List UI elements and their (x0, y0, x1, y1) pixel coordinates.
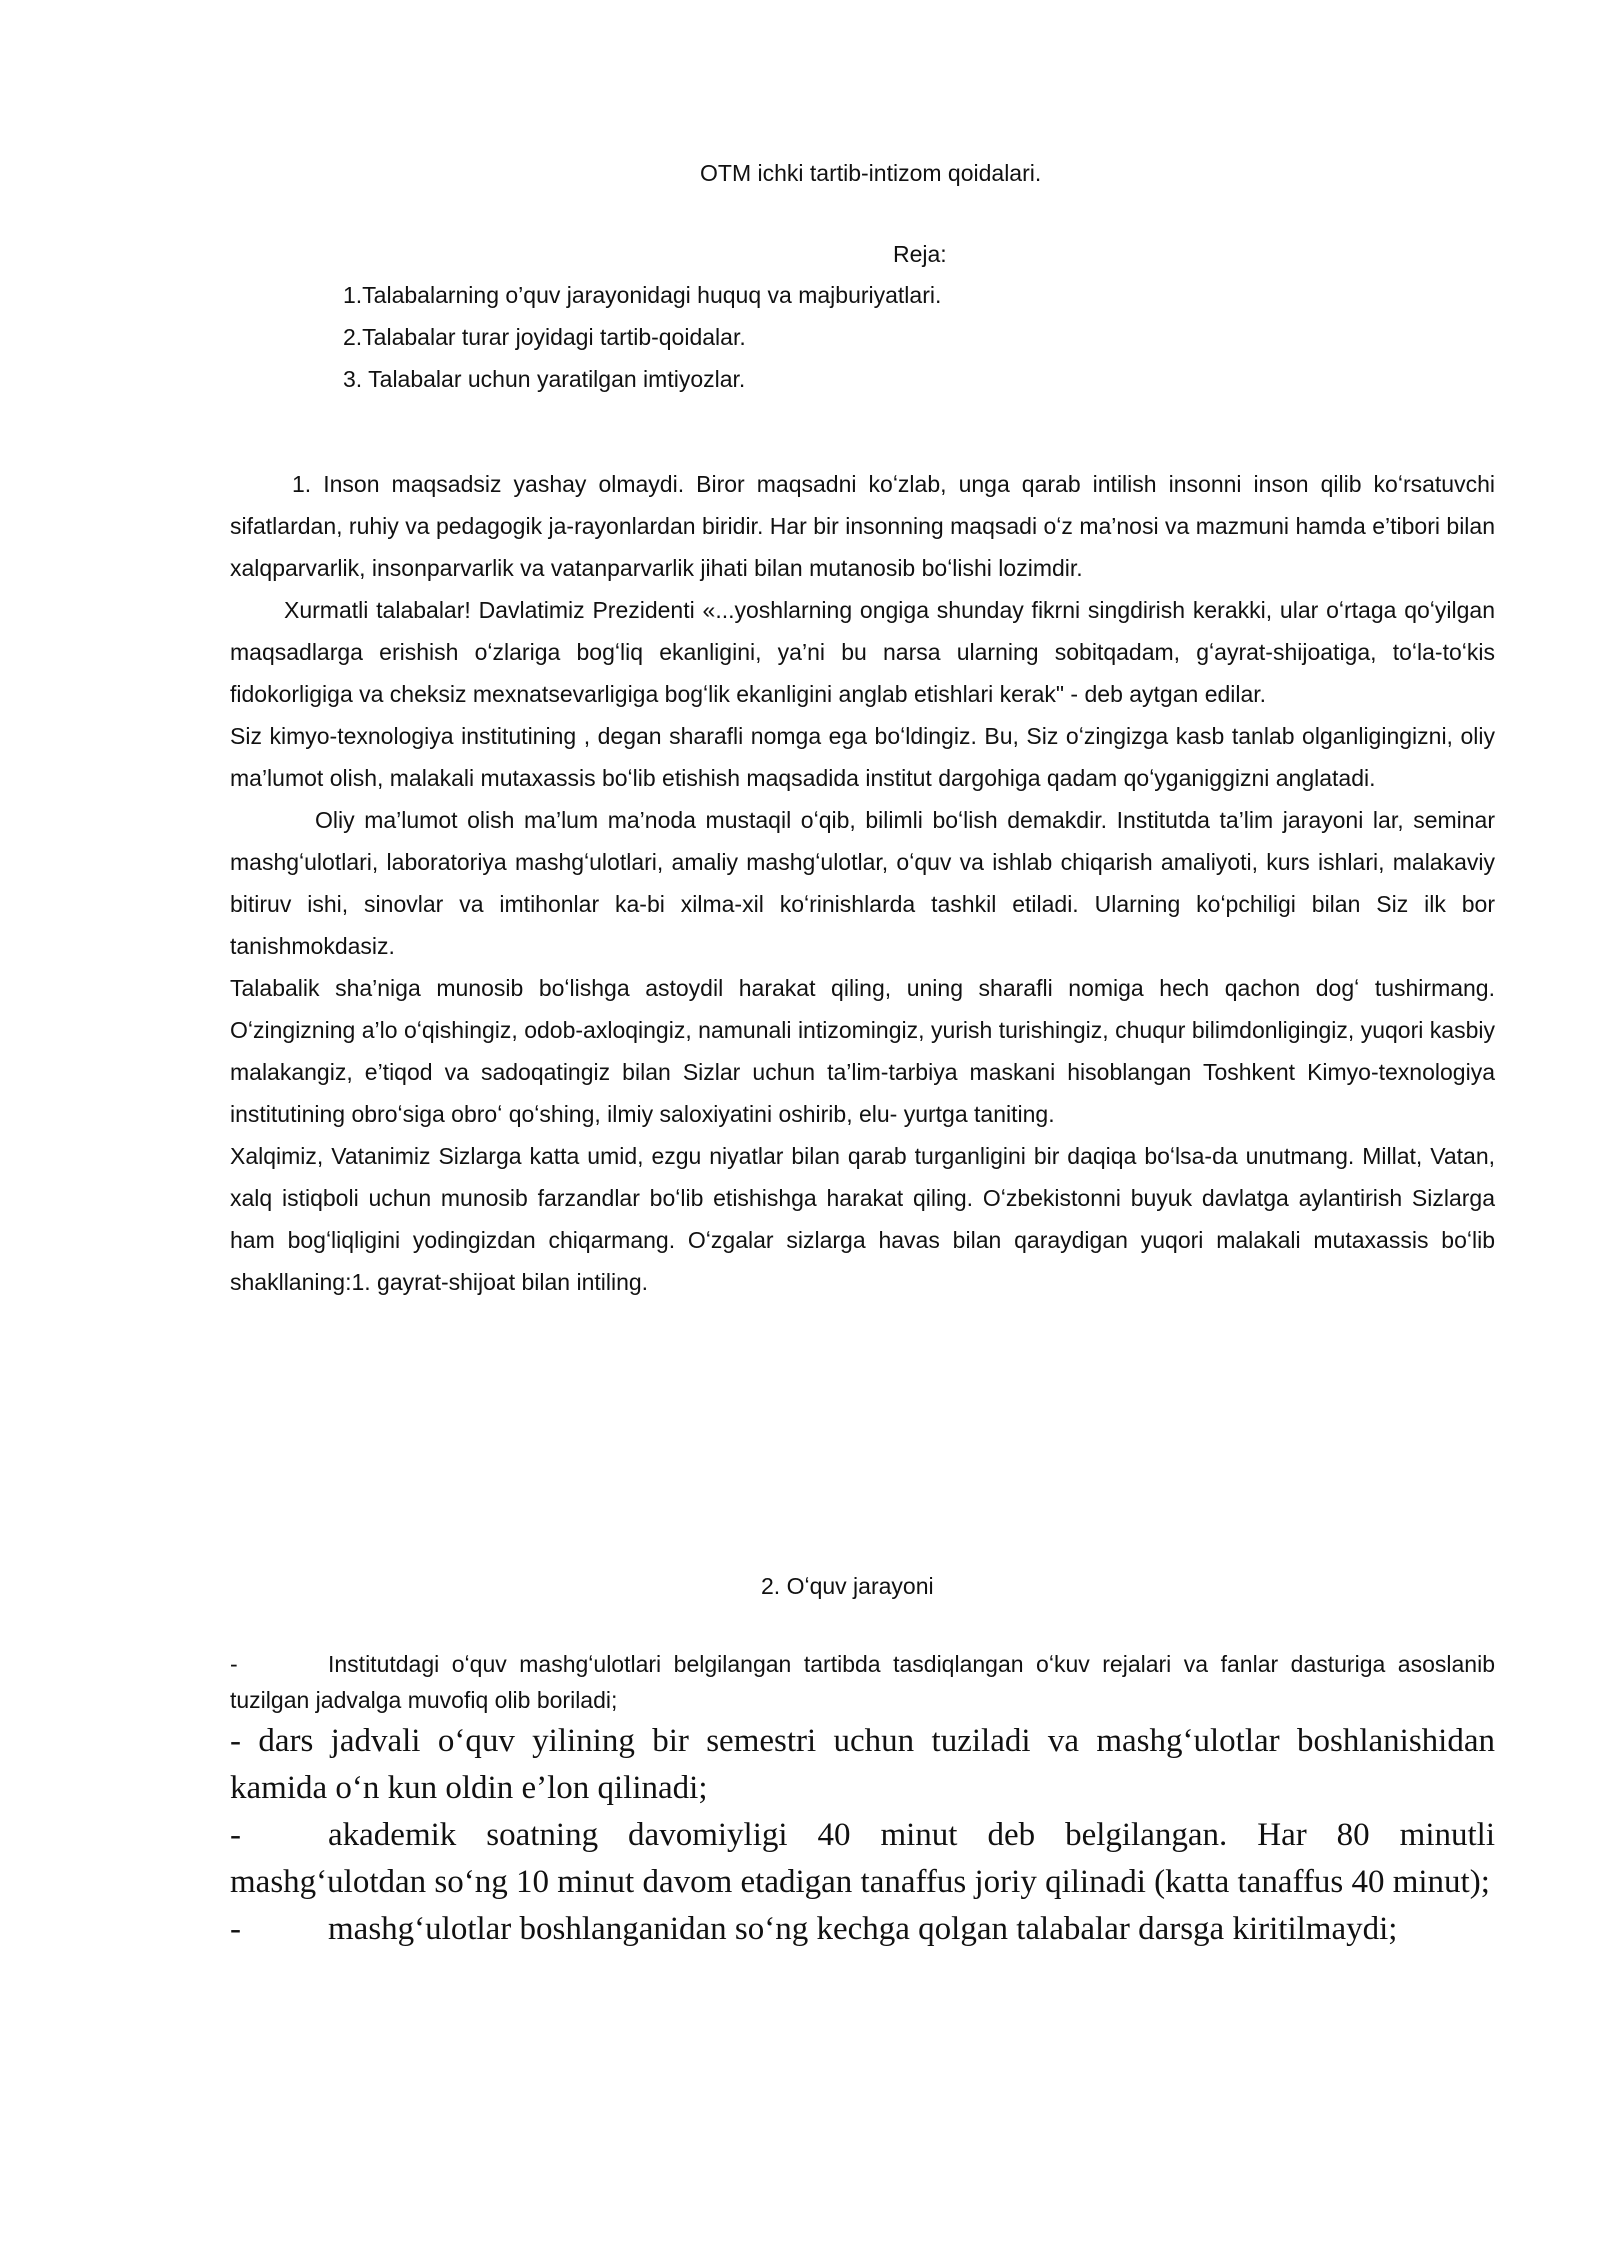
section2-heading: 2. Oʻquv jarayoni (761, 1573, 934, 1599)
plan-list (343, 274, 941, 400)
list-item (230, 1646, 1495, 1718)
list-item (230, 1718, 1495, 1812)
paragraph: Siz kimyo-texnologiya institutining , degan sharafli nomga ega boʻldingiz. Bu, Siz oʻzingizga kasb tanlab olganligingizni, oliy ma’lumot olish, malakali mutaxassis boʻlib etishish maqsadida institut dargohiga qadam qoʻyganiggizni anglatadi. (230, 723, 1495, 791)
list-item-text: - dars jadvali oʻquv yilining bir semestri uchun tuziladi va mashgʻulotlar boshlanishidan kamida oʻn kun oldin e’lon qilinadi; (230, 1723, 1495, 1806)
document-title: OTM ichki tartib-intizom qoidalari. (700, 160, 1042, 186)
list-item-text: mashgʻulotlar boshlanganidan soʻng kechga qolgan talabalar darsga kiritilmaydi; (328, 1911, 1398, 1947)
plan-item: 2.Talabalar turar joyidagi tartib-qoidalar. (343, 324, 746, 350)
list-item (230, 1906, 1495, 1953)
list-dash: - (230, 1651, 238, 1677)
list-item (230, 1812, 1495, 1906)
section2-body (230, 1646, 1495, 1953)
paragraph: Xalqimiz, Vatanimiz Sizlarga katta umid, ezgu niyatlar bilan qarab turganligini bir daqiqa boʻlsa-da unutmang. Millat, Vatan, xalq istiqboli uchun munosib farzandlar boʻlib etishishga harakat qiling. Oʻzbekistonni buyuk davlatga aylantirish Sizlarga ham bogʻliqligini yodingizdan chiqarmang. Oʻzgalar sizlarga havas bilan qaraydigan yuqori malakali mutaxassis boʻlib shakllaning:1. gayrat-shijoat bilan intiling. (230, 1143, 1495, 1295)
paragraph: Talabalik sha’niga munosib boʻlishga astoydil harakat qiling, uning sharafli nomiga hech qachon dogʻ tushirmang. Oʻzingizning a’lo oʻqishingiz, odob-axloqingiz, namunali intizomingiz, yurish turishingiz, chuqur bilimdonligingiz, yuqori kasbiy malakangiz, e’tiqod va sadoqatingiz bilan Sizlar uchun ta’lim-tarbiya maskani hisoblangan Toshkent Kimyo-texnologiya institutining obroʻsiga obroʻ qoʻshing, ilmiy saloxiyatini oshirib, elu- yurtga taniting. (230, 975, 1495, 1127)
list-item-text: akademik soatning davomiyligi 40 minut deb belgilangan. Har 80 minutli mashgʻulotdan soʻng 10 minut davom etadigan tanaffus joriy qilinadi (katta tanaffus 40 minut); (230, 1817, 1495, 1900)
section1-body (230, 463, 1495, 1303)
list-dash: - (230, 1817, 241, 1853)
paragraph: Oliy ma’lumot olish ma’lum ma’noda mustaqil oʻqib, bilimli boʻlish demakdir. Institutda ta’lim jarayoni lar, seminar mashgʻulotlari, laboratoriya mashgʻulotlari, amaliy mashgʻulotlar, oʻquv va ishlab chiqarish amaliyoti, kurs ishlari, malakaviy bitiruv ishi, sinovlar va imtihonlar ka-bi xilma-xil koʻrinishlarda tashkil etiladi. Ularning koʻpchiligi bilan Siz ilk bor tanishmokdasiz. (230, 807, 1495, 959)
plan-heading: Reja: (893, 241, 947, 267)
plan-item: 3. Talabalar uchun yaratilgan imtiyozlar. (343, 366, 746, 392)
paragraph: 1. Inson maqsadsiz yashay olmaydi. Biror maqsadni koʻzlab, unga qarab intilish insonni inson qilib koʻrsatuvchi sifatlardan, ruhiy va pedagogik ja-rayonlardan biridir. Har bir insonning maqsadi oʻz ma’nosi va mazmuni hamda e’tibori bilan xalqparvarlik, insonparvarlik va vatanparvarlik jihati bilan mutanosib boʻlishi lozimdir. (230, 471, 1495, 581)
plan-item: 1.Talabalarning o’quv jarayonidagi huquq va majburiyatlari. (343, 282, 942, 308)
list-dash: - (230, 1911, 241, 1947)
paragraph: Xurmatli talabalar! Davlatimiz Prezidenti «...yoshlarning ongiga shunday fikrni singdirish kerakki, ular oʻrtaga qoʻyilgan maqsadlarga erishish oʻzlariga bogʻliq ekanligini, ya’ni bu narsa ularning sobitqadam, gʻayrat-shijoatiga, toʻla-toʻkis fidokorligiga va cheksiz mexnatsevarligiga bogʻlik ekanligini anglab etishlari kerak" - deb aytgan edilar. (230, 597, 1495, 707)
list-item-text: Institutdagi oʻquv mashgʻulotlari belgilangan tartibda tasdiqlangan oʻkuv rejalari va fanlar dasturiga asoslanib tuzilgan jadvalga muvofiq olib boriladi; (230, 1651, 1495, 1713)
